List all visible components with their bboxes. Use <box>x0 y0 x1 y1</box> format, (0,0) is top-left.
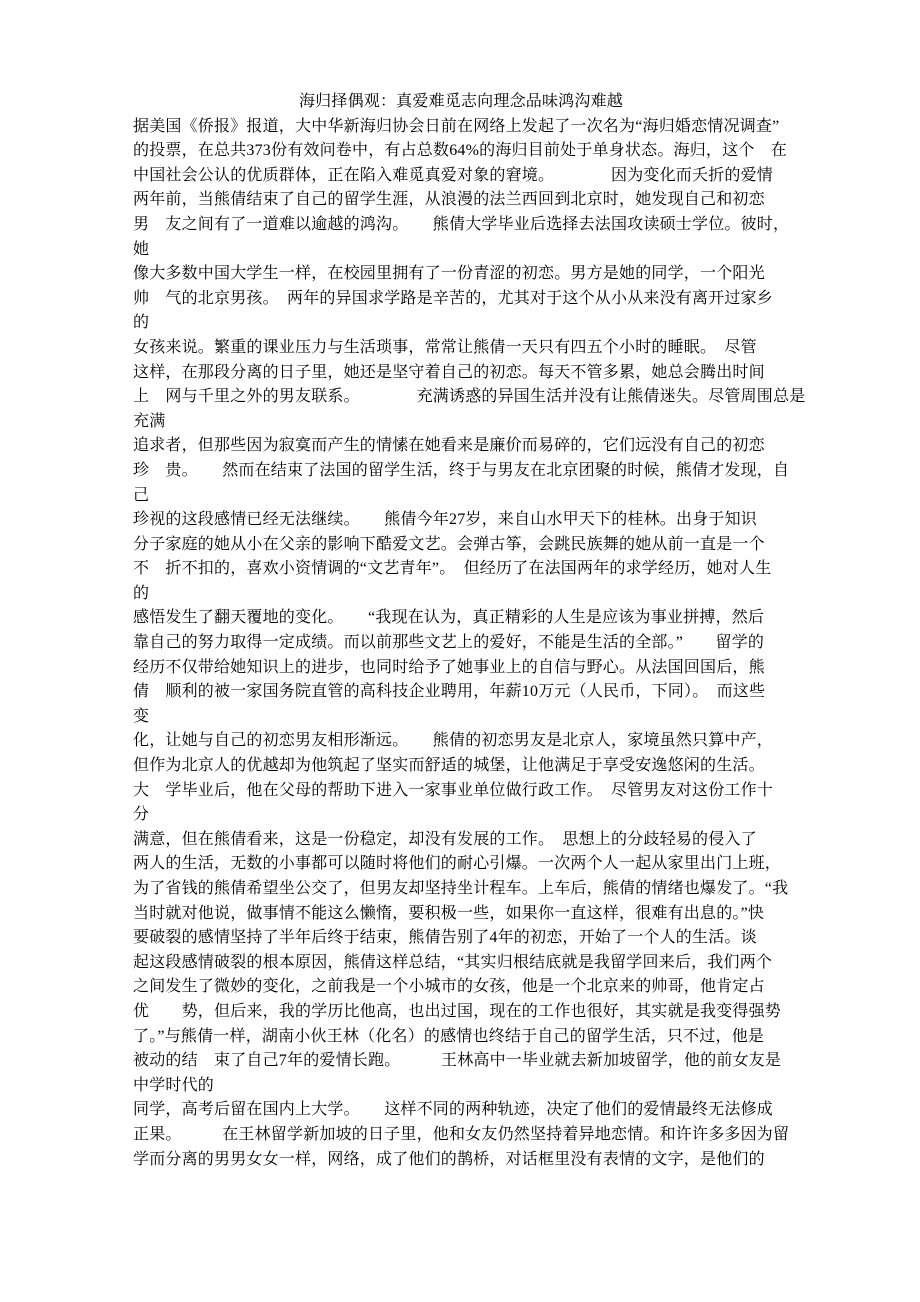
text-line: 学而分离的男男女女一样，网络，成了他们的鹊桥，对话框里没有表情的文字，是他们的 <box>133 1150 765 1168</box>
text-line: 变 <box>133 707 150 725</box>
text-line: 但作为北京人的优越却为他筑起了坚实而舒适的城堡，让他满足于享受安逸悠闲的生活。 <box>133 757 765 775</box>
text-line: 优 势，但后来，我的学历比他高，也出过国，现在的工作也很好，其实就是我变得强势 <box>133 1002 782 1020</box>
text-line: 追求者，但那些因为寂寞而产生的情愫在她看来是廉价而易碎的，它们远没有自己的初恋 <box>133 437 765 455</box>
text-line: 为了省钱的熊倩希望坐公交了，但男友却坚持坐计程车。上车后，熊倩的情绪也爆发了。“我 <box>133 880 789 897</box>
text-line: 了。”与熊倩一样，湖南小伙王林（化名）的感情也终结于自己的留学生活，只不过，他是 <box>133 1027 765 1045</box>
text-line: 充满 <box>133 412 166 430</box>
text-line: 要破裂的感情坚持了半年后终于结束，熊倩告别了4年的初恋，开始了一个人的生活。谈 <box>133 929 757 947</box>
text-line: 己 <box>133 486 150 504</box>
text-line: 这样，在那段分离的日子里，她还是坚守着自己的初恋。每天不管多累，她总会腾出时间 <box>133 363 765 381</box>
text-line: 当时就对他说，做事情不能这么懒惰，要积极一些，如果你一直这样，很难有出息的。”快 <box>133 904 765 922</box>
text-line: 两人的生活，无数的小事都可以随时将他们的耐心引爆。一次两个人一起从家里出门上班， <box>133 855 782 873</box>
document-title: 海归择偶观：真爱难觅志向理念品味鸿沟难越 <box>298 93 623 110</box>
text-line: 珍 贵。 然而在结束了法国的留学生活，终于与男友在北京团聚的时候，熊倩才发现，自 <box>133 461 790 479</box>
text-line: 之间发生了微妙的变化，之前我是一个小城市的女孩，他是一个北京来的帅哥，他肯定占 <box>133 978 765 996</box>
text-line: 像大多数中国大学生一样，在校园里拥有了一份青涩的初恋。男方是她的同学，一个阳光 <box>133 265 765 283</box>
text-line: 的投票，在总共373份有效问卷中，有占总数64%的海归目前处于单身状态。海归，这个 在 <box>133 142 787 160</box>
text-line: 经历不仅带给她知识上的进步，也同时给予了她事业上的自信与野心。从法国回国后，熊 <box>133 658 765 676</box>
text-line: 感悟发生了翻天覆地的变化。 “我现在认为，真正精彩的人生是应该为事业拼搏，然后 <box>133 609 765 627</box>
text-line: 的 <box>133 314 150 332</box>
text-block <box>133 90 806 1172</box>
text-line: 中国社会公认的优质群体，正在陷入难觅真爱对象的窘境。 因为变化而夭折的爱情 <box>133 166 774 184</box>
text-line: 她 <box>133 240 150 258</box>
text-line: 上 网与千里之外的男友联系。 充满诱惑的异国生活并没有让熊倩迷失。尽管周围总是 <box>133 388 806 406</box>
text-line: 被动的结 束了自己7年的爱情长跑。 王林高中一毕业就去新加坡留学，他的前女友是 <box>133 1052 782 1070</box>
text-line: 据美国《侨报》报道，大中华新海归协会日前在网络上发起了一次名为“海归婚恋情况调查” <box>133 117 780 135</box>
document-body <box>133 115 806 1173</box>
text-line: 的 <box>133 584 150 602</box>
text-line: 珍视的这段感情已经无法继续。 熊倩今年27岁，来自山水甲天下的桂林。出身于知识 <box>133 511 758 529</box>
text-line: 帅 气的北京男孩。 两年的异国求学路是辛苦的，尤其对于这个从小从来没有离开过家乡 <box>133 289 774 307</box>
text-line: 起这段感情破裂的根本原因，熊倩这样总结，“其实归根结底就是我留学回来后，我们两个 <box>133 953 773 971</box>
text-line: 不 折不扣的，喜欢小资情调的“文艺青年”。 但经历了在法国两年的求学经历，她对人生 <box>133 560 772 578</box>
text-line: 中学时代的 <box>133 1076 215 1094</box>
text-line: 满意，但在熊倩看来，这是一份稳定，却没有发展的工作。 思想上的分歧轻易的侵入了 <box>133 830 757 848</box>
text-line: 两年前，当熊倩结束了自己的留学生涯，从浪漫的法兰西回到北京时，她发现自己和初恋 <box>133 191 765 209</box>
text-line: 倩 顺利的被一家国务院直管的高科技企业聘用，年薪10万元（人民币，下同）。 而这些 <box>133 683 766 701</box>
text-line: 大 学毕业后，他在父母的帮助下进入一家事业单位做行政工作。 尽管男友对这份工作十 <box>133 781 774 799</box>
text-line: 男 友之间有了一道难以逾越的鸿沟。 熊倩大学毕业后选择去法国攻读硕士学位。彼时， <box>133 215 790 233</box>
text-line: 分 <box>133 806 150 824</box>
text-line: 化，让她与自己的初恋男友相形渐远。 熊倩的初恋男友是北京人，家境虽然只算中产， <box>133 732 774 750</box>
text-line: 靠自己的努力取得一定成绩。而以前那些文艺上的爱好，不能是生活的全部。” 留学的 <box>133 634 765 652</box>
text-line: 分子家庭的她从小在父亲的影响下酷爱文艺。会弹古筝，会跳民族舞的她从前一直是一个 <box>133 535 765 553</box>
text-line: 女孩来说。繁重的课业压力与生活琐事，常常让熊倩一天只有四五个小时的睡眠。 尽管 <box>133 338 757 356</box>
text-line: 同学，高考后留在国内上大学。 这样不同的两种轨迹，决定了他们的爱情最终无法修成 <box>133 1101 774 1119</box>
text-line: 正果。 在王林留学新加坡的日子里，他和女友仍然坚持着异地恋情。和许许多多因为留 <box>133 1125 790 1143</box>
